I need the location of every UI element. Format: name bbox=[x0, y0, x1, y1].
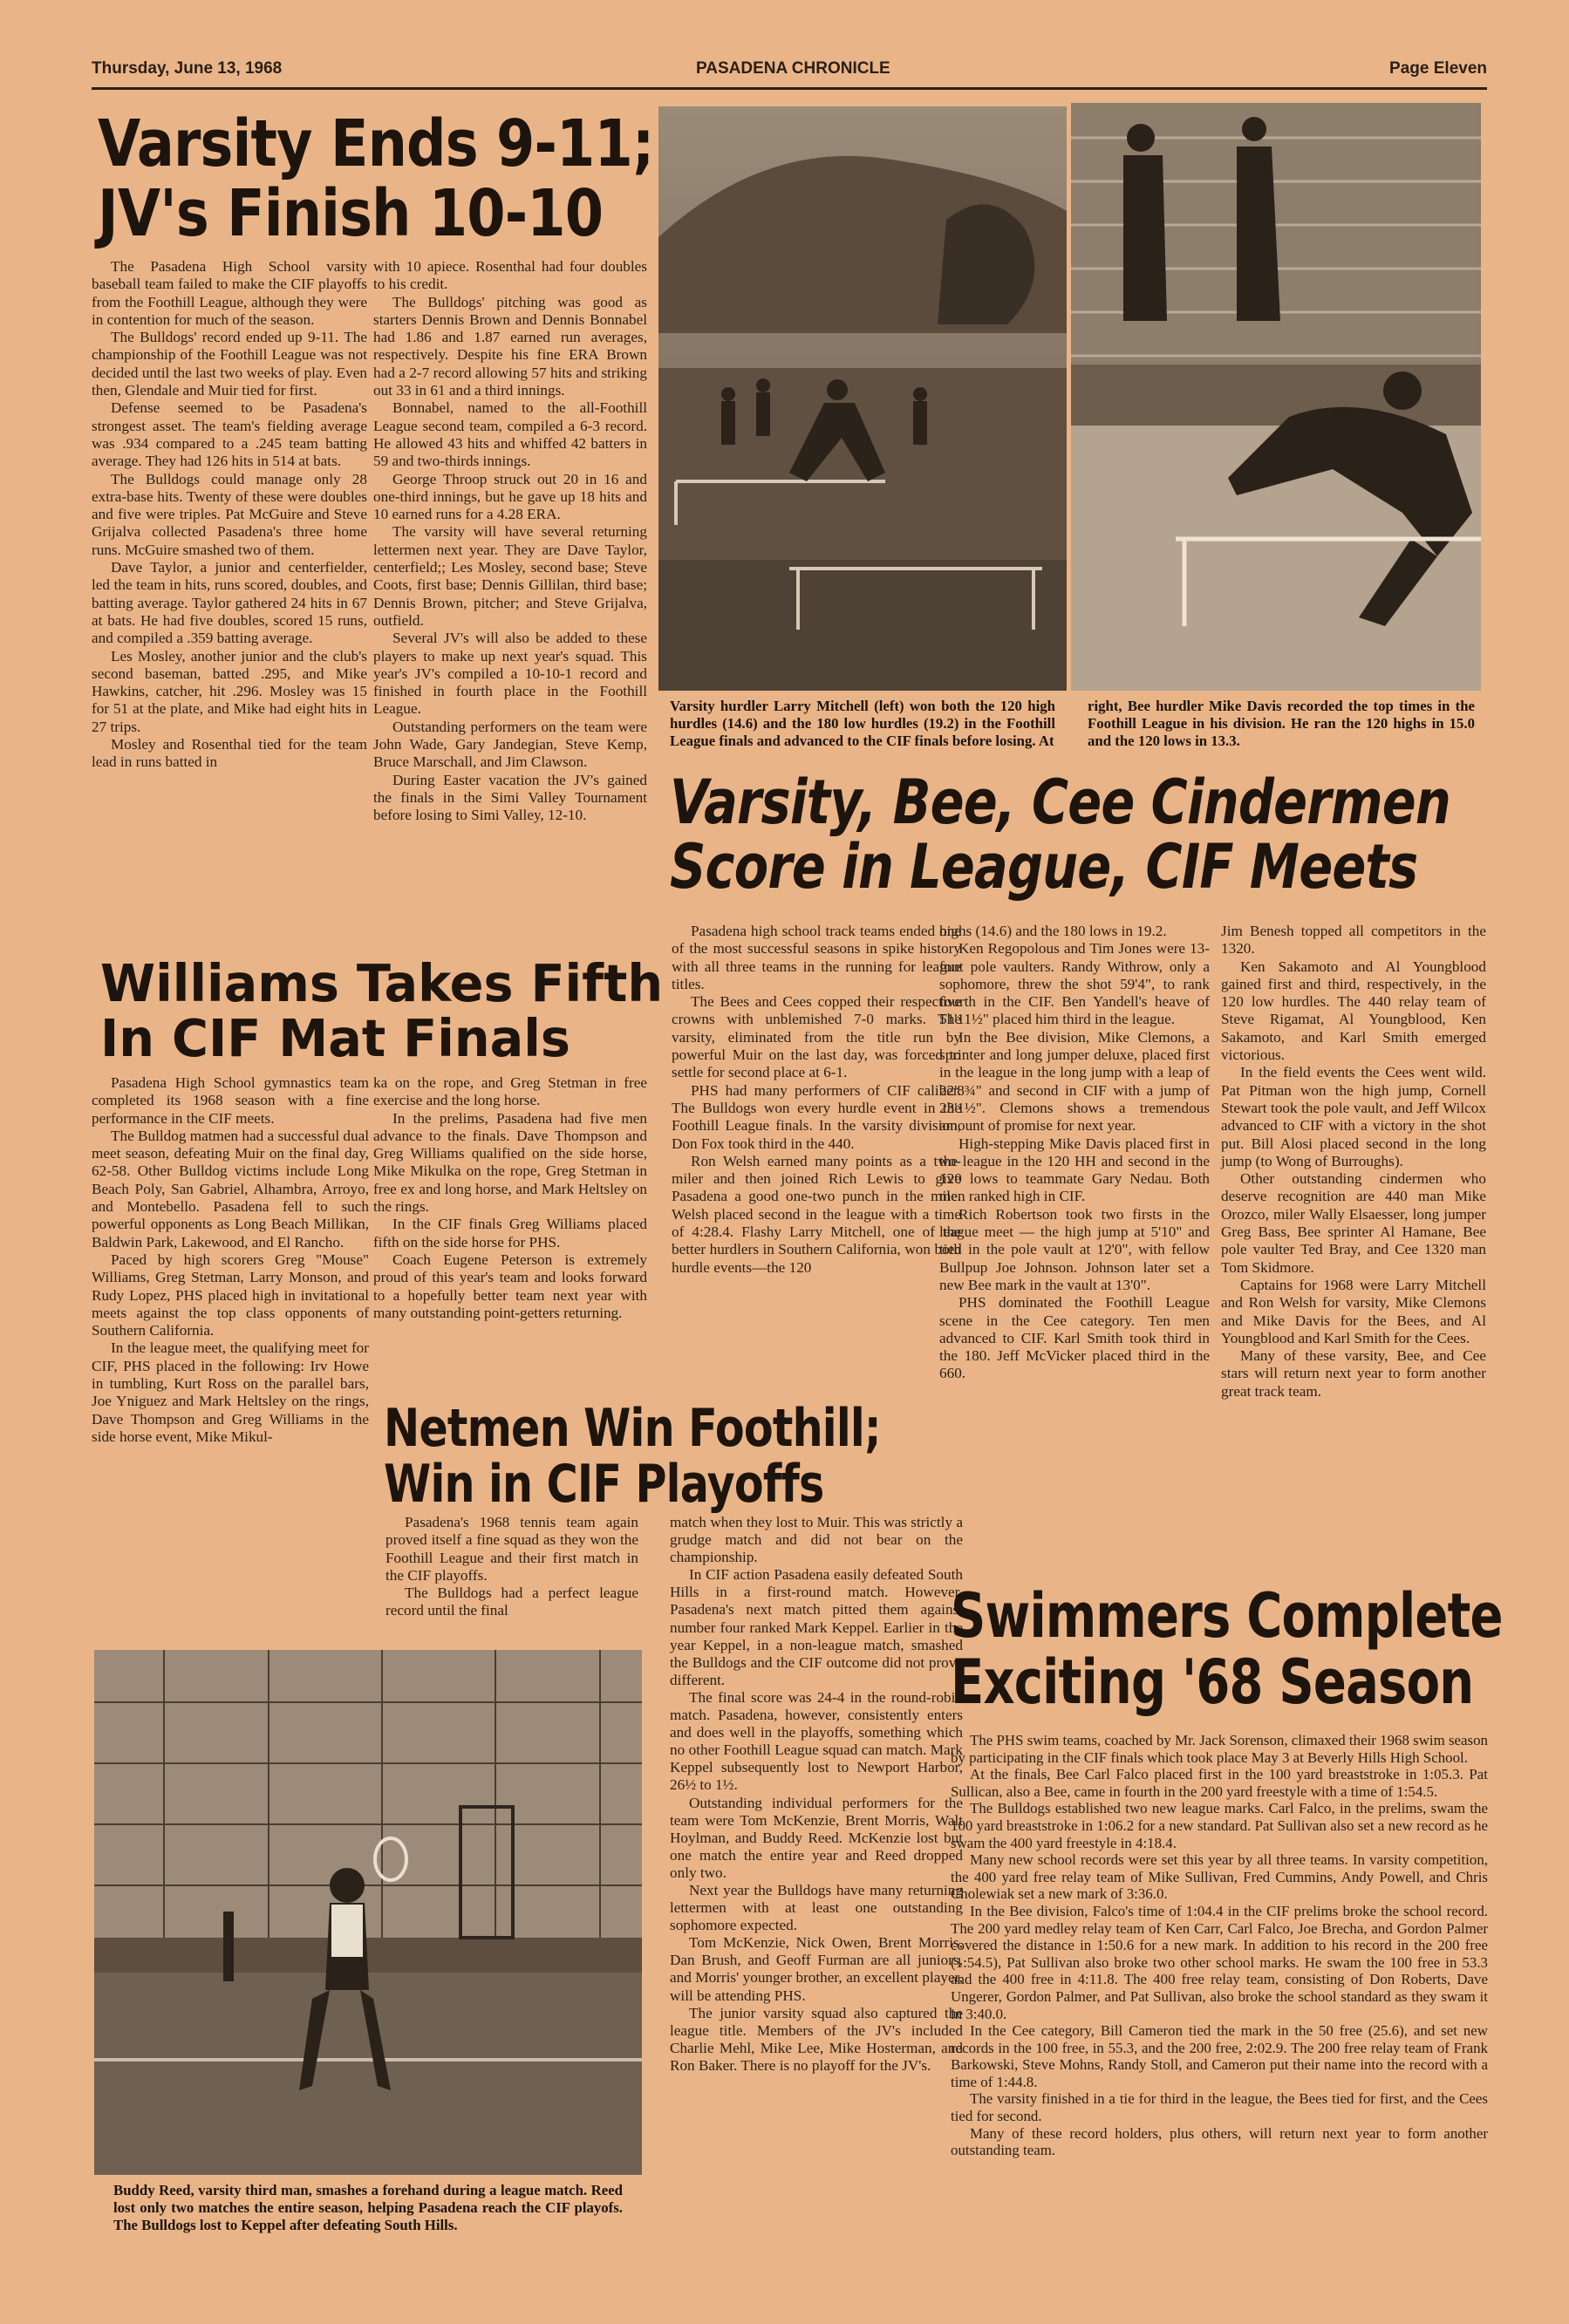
paragraph: Tom McKenzie, Nick Owen, Brent Morris, Dan Brush, and Geoff Furman are all juniors, and Morris' younger brother, an excellent player, will be attending PHS. bbox=[670, 1934, 963, 2004]
paragraph: The Bulldogs established two new league marks. Carl Falco, in the prelims, swam the 100 yard breaststroke in 1:06.2 for a new standard. Pat Sullivan also set a new record as he swam the 400 yard freestyle in 4:18.4. bbox=[951, 1800, 1488, 1851]
paragraph: The Bees and Cees copped their respective crowns with unblemished 7-0 marks. The varsity, eliminated from the title run by powerful Muir on the last day, was forced to settle for second place at 6-1. bbox=[672, 993, 961, 1081]
hurdler-photo-left bbox=[658, 106, 1067, 691]
paragraph: Coach Eugene Peterson is extremely proud of this year's team and looks forward to a hopefully better team next year with many outstanding point-getters returning. bbox=[373, 1251, 647, 1321]
masthead bbox=[92, 59, 1487, 85]
swimming-body bbox=[951, 1732, 1488, 2159]
paragraph: Many of these record holders, plus others, will return next year to form another outstanding team. bbox=[951, 2124, 1488, 2159]
track-headline bbox=[670, 767, 1490, 903]
tennis-column-2 bbox=[670, 1514, 963, 2075]
paragraph: Les Mosley, another junior and the club's second baseman, batted .295, and Mike Hawkins, catcher, hit .296. Mosley was 15 for 51 at the plate, and Mike had eight hits in 27 trips. bbox=[92, 647, 367, 735]
paragraph: Paced by high scorers Greg "Mouse" Williams, Greg Stetman, Larry Monson, and Rudy Lopez, PHS placed high in invitational meets against the top class opponents of Southern California. bbox=[92, 1251, 369, 1339]
paragraph: Many new school records were set this year by all three teams. In varsity competition, the 400 yard free relay team of Mike Sullivan, Fred Cummins, Andy Powell, and Chris Cholewiak set a new mark of 3:36.0. bbox=[951, 1851, 1488, 1903]
track-column-3 bbox=[1221, 923, 1486, 1401]
paragraph: Defense seemed to be Pasadena's strongest asset. The team's fielding average was .934 compared to a .245 team batting average. They had 126 hits in 514 at bats. bbox=[92, 399, 367, 470]
swimming-headline-line2: Exciting '68 Season bbox=[951, 1646, 1474, 1718]
paragraph: In the field events the Cees went wild. Pat Pitman won the high jump, Cornell Stewart took the pole vault, and Jeff Wilcox advanced to CIF with a victory in the shot put. Bill Alosi placed second in the long jump (to Wong of Burroughs). bbox=[1221, 1064, 1486, 1169]
baseball-headline-line2: JV's Finish 10-10 bbox=[98, 176, 604, 251]
swimming-headline-line1: Swimmers Complete bbox=[951, 1580, 1503, 1652]
gymnastics-column-2 bbox=[373, 1074, 647, 1322]
track-photo-caption-right: right, Bee hurdler Mike Davis recorded the top times in the Foothill League in his division. He ran the 120 highs in 15.0 and the 120 lows in 13.3. bbox=[1088, 698, 1475, 749]
track-photo-right bbox=[1071, 103, 1481, 691]
paragraph: The Pasadena High School varsity baseball team failed to make the CIF playoffs from the Foothill League, although they were in contention for much of the season. bbox=[92, 258, 367, 328]
gymnastics-headline-line1: Williams Takes Fifth bbox=[100, 953, 664, 1013]
paragraph: In CIF action Pasadena easily defeated South Hills in a first-round match. However, Pasadena's next match pitted them against number four ranked Mark Keppel. Earlier in the year Keppel, in a non-league match, smashed the Bulldogs and the CIF outcome did not prove different. bbox=[670, 1566, 963, 1688]
track-column-1 bbox=[672, 923, 961, 1277]
masthead-rule bbox=[92, 87, 1487, 90]
gymnastics-headline-line2: In CIF Mat Finals bbox=[100, 1008, 570, 1068]
baseball-column-2 bbox=[373, 258, 647, 825]
paragraph: In the Cee category, Bill Cameron tied the mark in the 50 free (25.6), and set new records in the 100 free, in 55.3, and the 200 free, 2:02.9. The 200 free relay team of Frank Barkowski, Steve Mohns, Randy Stoll, and Cameron put their name into the record with a time of 1:44.8. bbox=[951, 2022, 1488, 2090]
paragraph: Outstanding individual performers for the team were Tom McKenzie, Brent Morris, Walt Hoylman, and Buddy Reed. McKenzie lost but one match the entire year and Reed dropped only two. bbox=[670, 1794, 963, 1881]
tennis-player-photo bbox=[94, 1650, 642, 2175]
paragraph: During Easter vacation the JV's gained the finals in the Simi Valley Tournament before losing to Simi Valley, 12-10. bbox=[373, 771, 647, 824]
paragraph: The PHS swim teams, coached by Mr. Jack Sorenson, climaxed their 1968 swim season by participating in the CIF finals which took place May 3 at Beverly Hills High School. bbox=[951, 1732, 1488, 1766]
track-headline-line2: Score in League, CIF Meets bbox=[670, 831, 1418, 903]
paragraph: The Bulldogs had a perfect league record until the final bbox=[385, 1585, 638, 1619]
paragraph: The Bulldogs' record ended up 9-11. The championship of the Foothill League was not decided until the last two weeks of play. Even then, Glendale and Muir tied for first. bbox=[92, 329, 367, 399]
tennis-photo-caption: Buddy Reed, varsity third man, smashes a forehand during a league match. Reed lost only two matches the entire season, helping Pasadena reach the CIF playofs. The Bulldogs lost to Keppel after defeating South Hills. bbox=[113, 2182, 623, 2233]
paragraph: The junior varsity squad also captured the league title. Members of the JV's included Charlie Mehl, Mike Lee, Mike Hosterman, and Ron Baker. There is no playoff for the JV's. bbox=[670, 2004, 963, 2074]
track-column-2 bbox=[939, 923, 1210, 1383]
paper-name: PASADENA CHRONICLE bbox=[696, 59, 890, 78]
paragraph: Dave Taylor, a junior and centerfielder, led the team in hits, runs scored, doubles, and batting average. Taylor gathered 24 hits in 67 at bats. He had five doubles, scored 15 runs, and compiled a .359 batting average. bbox=[92, 559, 367, 647]
baseball-headline bbox=[98, 106, 656, 251]
paragraph: Other outstanding cindermen who deserve recognition are 440 man Mike Orozco, miler Wally Elsaesser, long jumper Greg Bass, Bee sprinter Al Hamane, Bee pole vaulter Ted Bray, and Cee 1320 man Tom Skidmore. bbox=[1221, 1170, 1486, 1276]
paragraph: Many of these varsity, Bee, and Cee stars will return next year to form another great track team. bbox=[1221, 1347, 1486, 1400]
track-photo-left bbox=[658, 106, 1067, 691]
paragraph: In the CIF finals Greg Williams placed fifth on the side horse for PHS. bbox=[373, 1216, 647, 1251]
paragraph: Outstanding performers on the team were John Wade, Gary Jandegian, Steve Kemp, Bruce Marschall, and Jim Clawson. bbox=[373, 718, 647, 771]
paragraph: Ken Sakamoto and Al Youngblood gained first and third, respectively, in the 120 low hurdles. The 440 relay team of Steve Rigamat, Al Youngblood, Ken Sakamoto, and Karl Smith emerged victorious. bbox=[1221, 958, 1486, 1064]
hurdler-photo-right bbox=[1071, 103, 1481, 691]
track-headline-line1: Varsity, Bee, Cee Cindermen bbox=[670, 767, 1450, 838]
baseball-headline-line1: Varsity Ends 9-11; bbox=[98, 106, 654, 181]
page-number: Page Eleven bbox=[1389, 59, 1487, 78]
paragraph: The Bulldogs could manage only 28 extra-base hits. Twenty of these were doubles and five were triples. Pat McGuire and Steve Grijalva collected Pasadena's three home runs. McGuire smashed two of them. bbox=[92, 470, 367, 558]
paragraph: highs (14.6) and the 180 lows in 19.2. bbox=[939, 923, 1167, 939]
paragraph: PHS dominated the Foothill League scene in the Cee category. Ten men advanced to CIF. Karl Smith took third in the 180. Jeff McVicker placed third in the 660. bbox=[939, 1294, 1210, 1382]
paragraph: Jim Benesh topped all competitors in the 1320. bbox=[1221, 923, 1486, 958]
paragraph: Next year the Bulldogs have many returning lettermen with at least one outstanding sophomore expected. bbox=[670, 1881, 963, 1934]
paragraph: The Bulldog matmen had a successful dual meet season, defeating Muir on the final day, 62-58. Other Bulldog victims include Long Beach Poly, San Gabriel, Alhambra, Arroyo, and Montebello. Pasadena fell to such powerful opponents as Long Beach Millikan, Baldwin Park, Lakewood, and El Rancho. bbox=[92, 1127, 369, 1251]
paragraph: Mosley and Rosenthal tied for the team lead in runs batted in bbox=[92, 736, 367, 771]
paragraph: Pasadena High School gymnastics team completed its 1968 season with a fine performance in the CIF meets. bbox=[92, 1074, 369, 1127]
paragraph: In the prelims, Pasadena had five men advance to the finals. Dave Thompson and Greg Williams qualified on the side horse, Mike Mikulka on the rope, Greg Stetman in free ex and long horse, and Mark Heltsley on the rings. bbox=[373, 1109, 647, 1216]
paragraph: Pasadena's 1968 tennis team again proved itself a fine squad as they won the Foothill League and their first match in the CIF playoffs. bbox=[385, 1514, 638, 1584]
paragraph: In the Bee division, Mike Clemons, a sprinter and long jumper deluxe, placed first in the league in the long jump with a leap of 22'8¾" and second in CIF with a jump of 23'1½". Clemons shows a tremendous amount of promise for next year. bbox=[939, 1028, 1210, 1135]
paragraph: Bonnabel, named to the all-Foothill League second team, compiled a 6-3 record. He allowed 43 hits and whiffed 42 batters in 59 and two-thirds innings. bbox=[373, 399, 647, 470]
paragraph: PHS had many performers of CIF caliber. The Bulldogs won every hurdle event in the Foothill League finals. In the varsity division, Don Fox took third in the 440. bbox=[672, 1081, 961, 1152]
paragraph: The varsity will have several returning lettermen next year. They are Dave Taylor, centerfield;; Les Mosley, second base; Steve Coots, first base; Dennis Gillilan, third base; Dennis Brown, pitcher; and Steve Grijalva, outfield. bbox=[373, 523, 647, 629]
paragraph: Ken Regopolous and Tim Jones were 13-foot pole vaulters. Randy Withrow, only a sophomore, threw the shot 59'4", to rank fourth in the CIF. Ben Yandell's heave of 51'11½" placed him third in the league. bbox=[939, 940, 1210, 1028]
paragraph: The Bulldogs' pitching was good as starters Dennis Brown and Dennis Bonnabel had 1.86 and 1.87 earned run averages, respectively. Despite his fine ERA Brown had a 2-7 record allowing 57 hits and striking out 33 in 61 and a third innings. bbox=[373, 293, 647, 399]
paragraph: Rich Robertson took two firsts in the league meet — the high jump at 5'10" and tied in the pole vault at 12'0", with fellow Bullpup Joe Johnson. Johnson later set a new Bee mark in the vault at 13'0". bbox=[939, 1205, 1210, 1293]
issue-date: Thursday, June 13, 1968 bbox=[92, 59, 283, 78]
tennis-headline-line2: Win in CIF Playoffs bbox=[384, 1454, 824, 1515]
tennis-photo bbox=[94, 1650, 642, 2175]
paragraph: match when they lost to Muir. This was strictly a grudge match and did not bear on the championship. bbox=[670, 1514, 963, 1566]
paragraph: Ron Welsh earned many points as a two-miler and then joined Rich Lewis to give Pasadena a good one-two punch in the mile. Welsh placed second in the league with a time of 4:28.4. Flashy Larry Mitchell, one of the better hurdlers in Southern California, won both hurdle events—the 120 bbox=[672, 1152, 961, 1276]
paragraph: In the league meet, the qualifying meet for CIF, PHS placed in the following: Irv Howe in tumbling, Kurt Ross on the parallel bars, Joe Yniguez and Mark Heltsley on the rings, Dave Thompson and Greg Williams in the side horse event, Mike Mikul- bbox=[92, 1339, 369, 1445]
paragraph: The varsity finished in a tie for third in the league, the Bees tied for first, and the Cees tied for second. bbox=[951, 2090, 1488, 2125]
paragraph: Several JV's will also be added to these players to make up next year's squad. This year's JV's compiled a 10-10-1 record and finished in fourth place in the Foothill League. bbox=[373, 630, 647, 718]
paragraph: In the Bee division, Falco's time of 1:04.4 in the CIF prelims broke the school record. The 200 yard medley relay team of Ken Carr, Carl Falco, Joe Brecha, and Gordon Palmer covered the distance in 1:50.6 for a new mark. In addition to his record in the 200 free (1:54.5), Pat Sullivan also broke two other school marks. He swam the 100 free in 53.3 and the 400 free in 4:11.8. The 400 free relay team, consisting of Don Roberts, Dave Ungerer, Gordon Palmer, and Pat Sullivan, also broke the school standard as they swam it in 3:40.0. bbox=[951, 1902, 1488, 2022]
gymnastics-headline bbox=[100, 953, 664, 1068]
paragraph: High-stepping Mike Davis placed first in the league in the 120 HH and second in the 120 lows to teammate Gary Nedau. Both men ranked high in CIF. bbox=[939, 1135, 1210, 1205]
paragraph: The final score was 24-4 in the round-robin match. Pasadena, however, consistently enters and does well in the playoffs, something which no other Foothill League squad can match. Mark Keppel subsequently lost to Newport Harbor, 26½ to 1½. bbox=[670, 1688, 963, 1794]
gymnastics-column-1 bbox=[92, 1074, 369, 1446]
paragraph: At the finals, Bee Carl Falco placed first in the 100 yard breaststroke in 1:05.3. Pat Sullican, also a Bee, came in fourth in the 200 yard freestyle with a time of 1:54.5. bbox=[951, 1766, 1488, 1800]
tennis-headline-line1: Netmen Win Foothill; bbox=[384, 1398, 881, 1459]
tennis-headline bbox=[384, 1398, 942, 1515]
paragraph: ka on the rope, and Greg Stetman in free exercise and the long horse. bbox=[373, 1074, 647, 1109]
tennis-column-1 bbox=[385, 1514, 638, 1620]
paragraph: Captains for 1968 were Larry Mitchell and Ron Welsh for varsity, Mike Clemons and Mike Davis for the Bees, and Al Youngblood and Karl Smith for the Cees. bbox=[1221, 1276, 1486, 1346]
baseball-column-1 bbox=[92, 258, 367, 772]
track-photo-caption-left: Varsity hurdler Larry Mitchell (left) won both the 120 high hurdles (14.6) and the 180 low hurdles (19.2) in the Foothill League finals and advanced to the CIF finals before losing. At bbox=[670, 698, 1055, 749]
paragraph: George Throop struck out 20 in 16 and one-third innings, but he gave up 18 hits and 10 earned runs for a 4.28 ERA. bbox=[373, 470, 647, 523]
paragraph: Pasadena high school track teams ended one of the most successful seasons in spike history with all three teams in the running for league titles. bbox=[672, 923, 961, 992]
swimming-headline bbox=[951, 1580, 1503, 1718]
paragraph: with 10 apiece. Rosenthal had four doubles to his credit. bbox=[373, 258, 647, 293]
